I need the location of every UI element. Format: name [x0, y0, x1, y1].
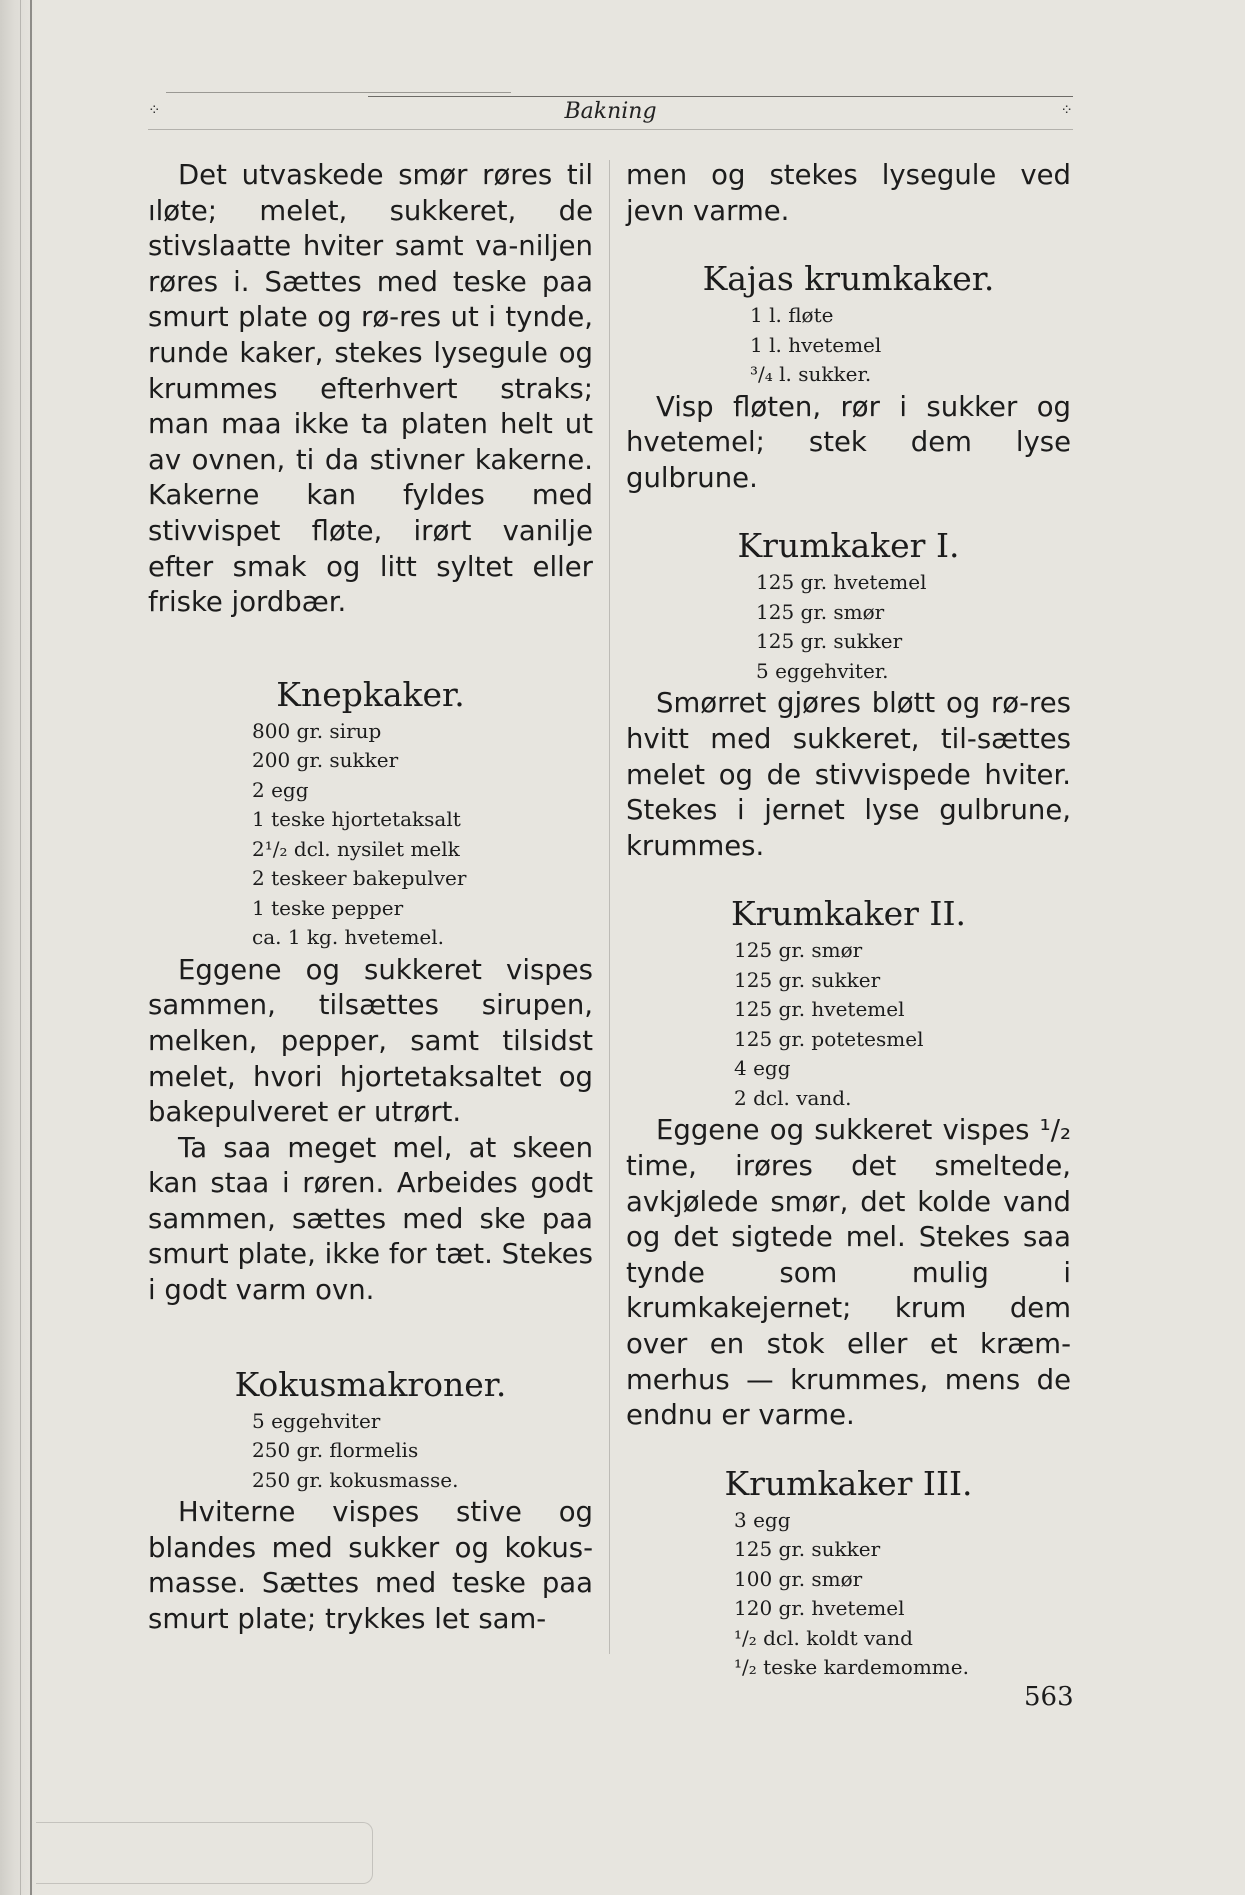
right-column	[626, 158, 1071, 1683]
ingredient-item: 125 gr. hvetemel	[734, 997, 905, 1022]
ingredient-item: 125 gr. sukker	[756, 629, 903, 654]
column-divider	[609, 160, 610, 1654]
ingredient-item: 5 eggehviter	[252, 1408, 381, 1433]
running-header	[148, 92, 1073, 132]
ingredient-item: 125 gr. smør	[734, 938, 863, 963]
intro-paragraph: Det utvaskede smør røres til ıløte; melet, sukkeret, de stivslaatte hviter samt va-niljen røres i. Sættes med teske paa smurt plate og rø-res ut i tynde, runde kaker, stekes lysegule og krummes efterhvert straks; man maa ikke ta platen helt ut av ovnen, ti da stivner kakerne. Kakerne kan fyldes med stivvispet fløte, irørt vanilje efter smak og litt syltet eller friske jordbær.	[148, 159, 593, 619]
continued-paragraph: men og stekes lysegule ved jevn varme.	[626, 159, 1071, 227]
ingredient-item: 4 egg	[734, 1056, 791, 1081]
ingredient-item: 120 gr. hvetemel	[734, 1596, 905, 1621]
header-rule	[368, 96, 1073, 97]
ingredient-item: 2¹/₂ dcl. nysilet melk	[252, 836, 460, 861]
recipe-title-kajas: Kajas krumkaker.	[702, 259, 995, 299]
method-paragraph: Hviterne vispes stive og blandes med sukker og kokus-masse. Sættes med teske paa smurt plate; trykkes let sam-	[148, 1496, 593, 1635]
ingredient-list	[750, 301, 1071, 390]
ingredient-item: 125 gr. sukker	[734, 1537, 881, 1562]
ingredient-item: 100 gr. smør	[734, 1566, 863, 1591]
ingredient-list	[734, 936, 1071, 1113]
ingredient-item: 1 l. hvetemel	[750, 332, 882, 357]
ornament-icon: ⁘	[1060, 101, 1073, 119]
ingredient-item: 2 teskeer bakepulver	[252, 866, 467, 891]
header-title: Bakning	[564, 99, 657, 124]
recipe-title-krumkaker-1: Krumkaker I.	[737, 526, 960, 566]
ingredient-item: 250 gr. flormelis	[252, 1438, 419, 1463]
ingredient-list	[734, 1506, 1071, 1683]
ingredient-item: ¹/₂ teske kardemomme.	[734, 1655, 969, 1680]
ingredient-item: ³/₄ l. sukker.	[750, 362, 872, 387]
ingredient-item: 2 egg	[252, 777, 309, 802]
ingredient-item: ¹/₂ dcl. koldt vand	[734, 1625, 913, 1650]
ingredient-list	[252, 717, 593, 953]
ingredient-list	[756, 568, 1071, 686]
ingredient-list	[252, 1407, 593, 1496]
gutter-edge	[30, 0, 32, 1895]
ingredient-item: 3 egg	[734, 1507, 791, 1532]
recipe-title-knepkaker: Knepkaker.	[276, 674, 465, 714]
ingredient-item: 800 gr. sirup	[252, 718, 382, 743]
ingredient-item: ca. 1 kg. hvetemel.	[252, 925, 445, 950]
ingredient-item: 5 eggehviter.	[756, 658, 889, 683]
method-paragraph: Visp fløten, rør i sukker og hvetemel; stek dem lyse gulbrune.	[626, 390, 1071, 494]
ingredient-item: 125 gr. hvetemel	[756, 570, 927, 595]
method-paragraph: Ta saa meget mel, at skeen kan staa i røren. Arbeides godt sammen, sættes med ske paa smurt plate, ikke for tæt. Stekes i godt varm ovn.	[148, 1131, 593, 1307]
ingredient-item: 125 gr. sukker	[734, 967, 881, 992]
ingredient-item: 1 teske pepper	[252, 895, 404, 920]
ingredient-item: 1 teske hjortetaksalt	[252, 807, 461, 832]
method-paragraph: Smørret gjøres bløtt og rø-res hvitt med sukkeret, til-sættes melet og de stivvispede hviter. Stekes i jernet lyse gulbrune, krummes.	[626, 687, 1071, 862]
gutter-line	[20, 0, 21, 1895]
page-number: 563	[1024, 1682, 1074, 1712]
header-rule	[148, 129, 1073, 130]
page-edge-mark	[36, 1822, 373, 1884]
recipe-title-krumkaker-2: Krumkaker II.	[731, 894, 966, 934]
left-column	[148, 158, 593, 1638]
ingredient-item: 1 l. fløte	[750, 303, 834, 328]
method-paragraph: Eggene og sukkeret vispes sammen, tilsættes sirupen, melken, pepper, samt tilsidst melet, hvori hjortetaksaltet og bakepulveret er utrørt.	[148, 953, 593, 1129]
ingredient-item: 2 dcl. vand.	[734, 1085, 852, 1110]
recipe-title-krumkaker-3: Krumkaker III.	[724, 1463, 973, 1503]
ingredient-item: 200 gr. sukker	[252, 748, 399, 773]
ingredient-item: 250 gr. kokusmasse.	[252, 1467, 459, 1492]
method-paragraph: Eggene og sukkeret vispes ¹/₂ time, irøres det smeltede, avkjølede smør, det kolde vand og det sigtede mel. Stekes saa tynde som mulig i krumkakejernet; krum dem over en stok eller et kræm-merhus — krummes, mens de endnu er varme.	[626, 1114, 1071, 1432]
header-rule	[166, 92, 511, 93]
ingredient-item: 125 gr. potetesmel	[734, 1026, 924, 1051]
recipe-title-kokusmakroner: Kokusmakroner.	[234, 1364, 507, 1404]
ingredient-item: 125 gr. smør	[756, 599, 885, 624]
ornament-icon: ⁘	[148, 101, 161, 119]
